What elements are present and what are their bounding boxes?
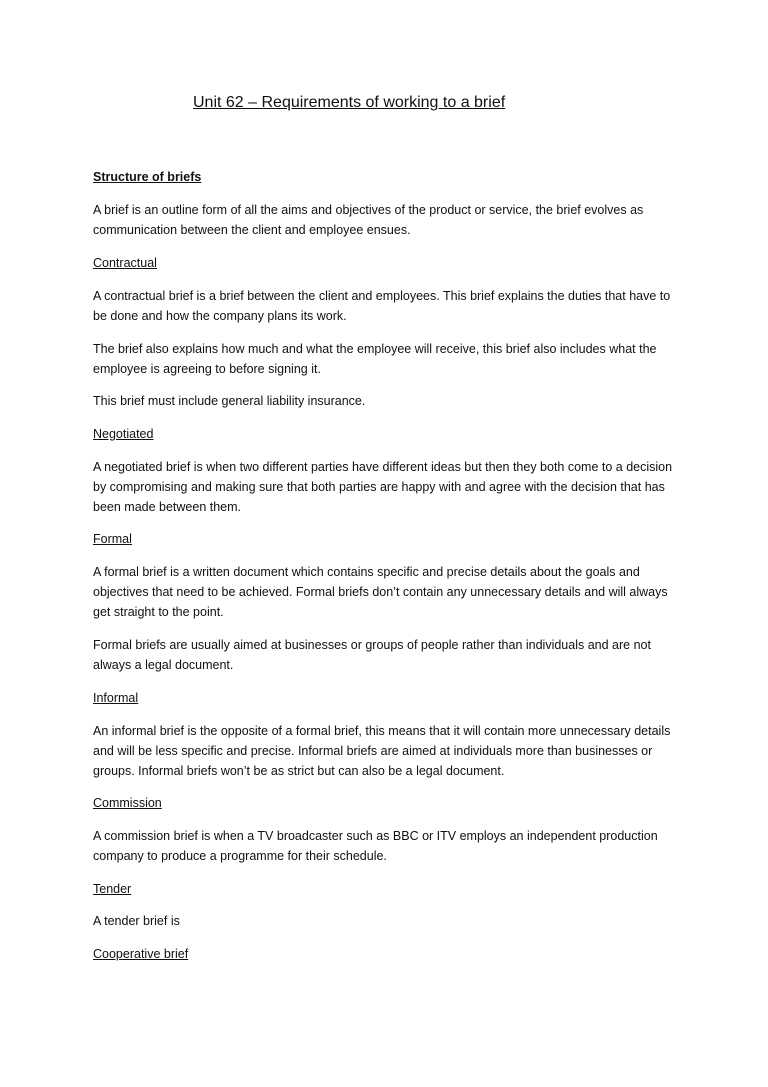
section-heading-formal: Formal xyxy=(93,532,132,546)
paragraph-informal-1: An informal brief is the opposite of a formal brief, this means that it will contain more unnecessary details and will be less specific and precise. Informal briefs are aimed at individuals more than businesses or groups. Informal briefs won’t be as strict but can also be a legal document. xyxy=(93,724,671,778)
section-heading-informal: Informal xyxy=(93,691,139,705)
paragraph-formal-2: Formal briefs are usually aimed at businesses or groups of people rather than individuals and are not always a legal document. xyxy=(93,638,651,672)
paragraph-commission-1: A commission brief is when a TV broadcaster such as BBC or ITV employs an independent production company to produce a programme for their schedule. xyxy=(93,829,658,863)
paragraph-structure-1: A brief is an outline form of all the aims and objectives of the product or service, the brief evolves as communication between the client and employee ensues. xyxy=(93,203,644,237)
section-heading-contractual: Contractual xyxy=(93,256,157,270)
paragraph-negotiated-1: A negotiated brief is when two different parties have different ideas but then they both come to a decision by compromising and making sure that both parties are happy with and agree with the decision that has been made between them. xyxy=(93,460,673,514)
section-heading-cooperative: Cooperative brief xyxy=(93,947,189,961)
section-heading-structure: Structure of briefs xyxy=(93,170,202,184)
paragraph-contractual-3: This brief must include general liability insurance. xyxy=(93,394,366,408)
page-title: Unit 62 – Requirements of working to a brief xyxy=(193,94,506,111)
paragraph-tender-1: A tender brief is xyxy=(93,914,180,928)
section-heading-commission: Commission xyxy=(93,796,162,810)
paragraph-formal-1: A formal brief is a written document which contains specific and precise details about the goals and objectives that need to be achieved. Formal briefs don’t contain any unnecessary details and will always get straight to the point. xyxy=(93,565,668,619)
paragraph-contractual-1: A contractual brief is a brief between the client and employees. This brief explains the duties that have to be done and how the company plans its work. xyxy=(93,289,671,323)
section-heading-negotiated: Negotiated xyxy=(93,427,154,441)
paragraph-contractual-2: The brief also explains how much and what the employee will receive, this brief also includes what the employee is agreeing to before signing it. xyxy=(93,342,657,376)
section-heading-tender: Tender xyxy=(93,882,132,896)
